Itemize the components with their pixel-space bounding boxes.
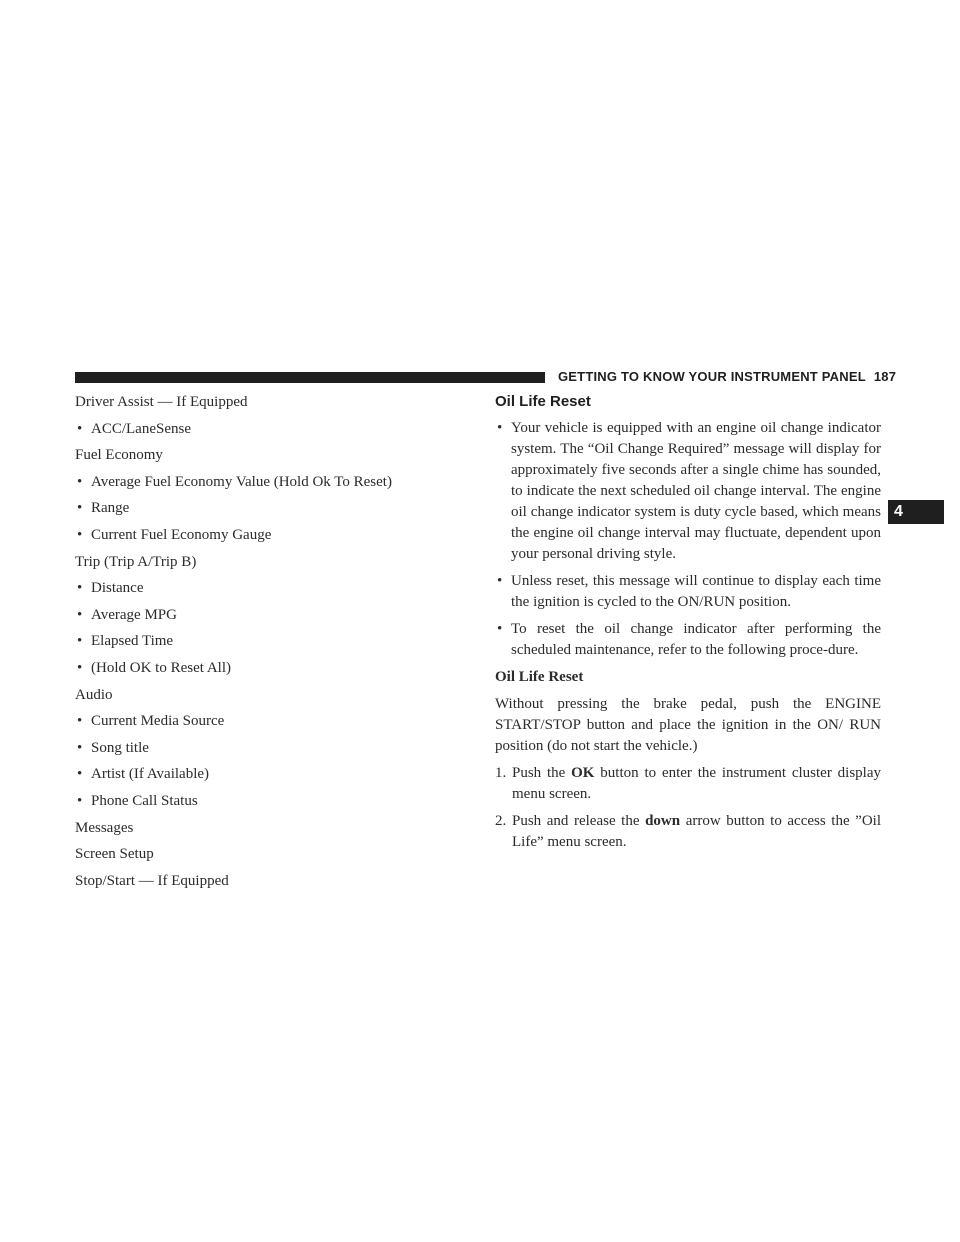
subheading: Oil Life Reset <box>495 669 584 685</box>
step-text: arrow button to access the ”Oil Life” menu screen. <box>512 813 881 850</box>
step-text: Push the <box>512 765 572 781</box>
step-number: 2. <box>495 813 507 829</box>
list-item: • Unless reset, this message will continue to display each time the ignition is cycled to the ON/RUN position. <box>495 571 881 613</box>
header-rule <box>75 372 545 383</box>
list-item: • Your vehicle is equipped with an engine oil change indicator system. The “Oil Change Required” message will display for approximately five seconds after a single chime has sounded, to indicate the next scheduled oil change interval. The engine oil change indicator system is duty cycle based, which means the engine oil change interval may fluctuate, dependent upon your personal driving style. <box>495 418 881 565</box>
list-item: • Song title <box>75 738 475 759</box>
list-item: • Distance <box>75 578 475 599</box>
list-item: • Range <box>75 498 475 519</box>
list-item: • Phone Call Status <box>75 791 475 812</box>
section-title: Oil Life Reset <box>495 393 591 410</box>
menu-heading: Trip (Trip A/Trip B) <box>75 553 197 570</box>
menu-heading: Fuel Economy <box>75 447 163 464</box>
list-item: • Elapsed Time <box>75 631 475 652</box>
step-item <box>495 763 881 805</box>
step-text: button to enter the instrument cluster display menu screen. <box>512 765 881 802</box>
header-title: GETTING TO KNOW YOUR INSTRUMENT PANEL <box>558 369 866 384</box>
intro-paragraph: Without pressing the brake pedal, push the ENGINE START/STOP button and place the ignition in the ON/ RUN position (do not start the vehicle.) <box>495 696 881 754</box>
left-column <box>75 392 475 897</box>
list-item: • (Hold OK to Reset All) <box>75 658 475 679</box>
menu-heading: Screen Setup <box>75 846 154 863</box>
list-item: • Current Fuel Economy Gauge <box>75 525 475 546</box>
chapter-tab: 4 <box>888 500 944 524</box>
step-number: 1. <box>495 765 507 781</box>
list-item: • Current Media Source <box>75 711 475 732</box>
menu-heading: Stop/Start — If Equipped <box>75 872 229 889</box>
menu-heading: Audio <box>75 686 113 703</box>
right-column <box>495 392 881 859</box>
step-item <box>495 811 881 853</box>
list-item: • Average Fuel Economy Value (Hold Ok To Reset) <box>75 472 475 493</box>
menu-heading: Driver Assist — If Equipped <box>75 394 248 410</box>
page-number: 187 <box>873 369 897 384</box>
list-item: • Average MPG <box>75 605 475 626</box>
list-item: • To reset the oil change indicator after performing the scheduled maintenance, refer to the following proce-dure. <box>495 619 881 661</box>
list-item: • Artist (If Available) <box>75 764 475 785</box>
running-header <box>558 369 896 384</box>
step-key: down <box>645 813 681 829</box>
menu-heading: Messages <box>75 819 134 836</box>
list-item: • ACC/LaneSense <box>75 419 475 440</box>
step-text: Push and release the <box>512 813 646 829</box>
step-key: OK <box>571 765 595 781</box>
